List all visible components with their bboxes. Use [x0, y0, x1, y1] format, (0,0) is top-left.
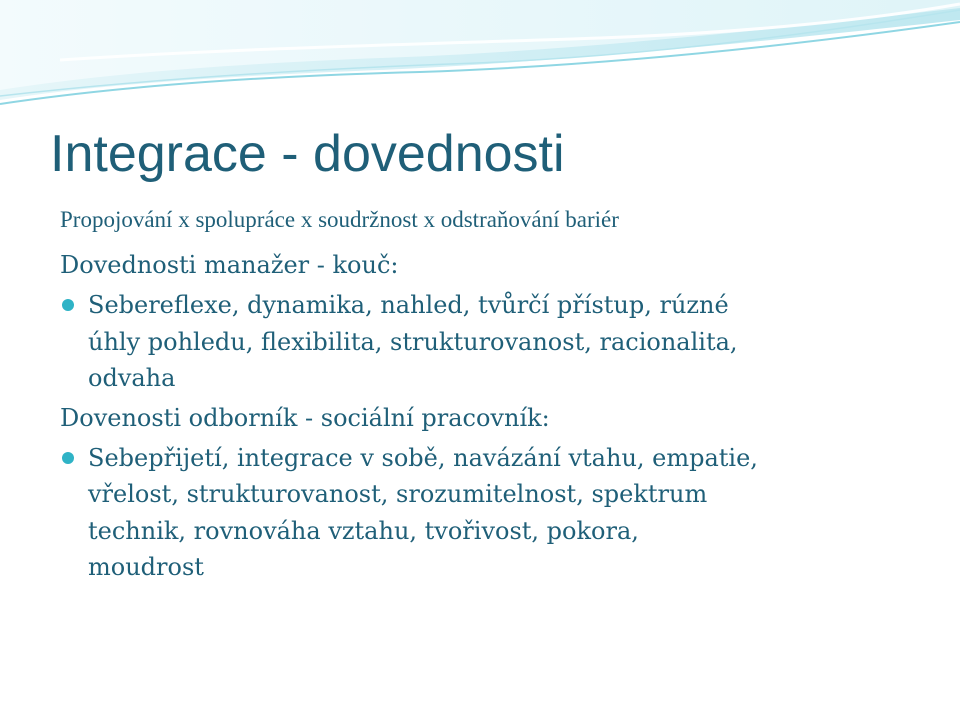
subtitle-line: Propojování x spolupráce x soudržnost x odstraňování bariér	[60, 207, 619, 232]
slide-body	[60, 205, 940, 589]
section-heading-manager: Dovednosti manažer - kouč:	[60, 251, 399, 279]
bullet-dot-icon	[62, 452, 74, 464]
bullet-text: Sebepřijetí, integrace v sobě, navázání vtahu, empatie, vřelost, strukturovanost, srozumitelnost, spektrum technik, rovnováha vztahu, tvořivost, pokora, moudrost	[88, 443, 758, 581]
header-wave-decoration	[0, 0, 960, 110]
bullet-dot-icon	[62, 299, 74, 311]
section-heading-social-worker: Dovenosti odborník - sociální pracovník:	[60, 403, 550, 432]
bullet-manager-skills	[60, 287, 940, 397]
bullet-text: Sebereflexe, dynamika, nahled, tvůrčí přístup, rúzné úhly pohledu, flexibilita, strukturovanost, racionalita, odvaha	[88, 291, 738, 392]
slide-title: Integrace - dovednosti	[50, 125, 565, 183]
bullet-social-worker-skills	[60, 440, 940, 586]
